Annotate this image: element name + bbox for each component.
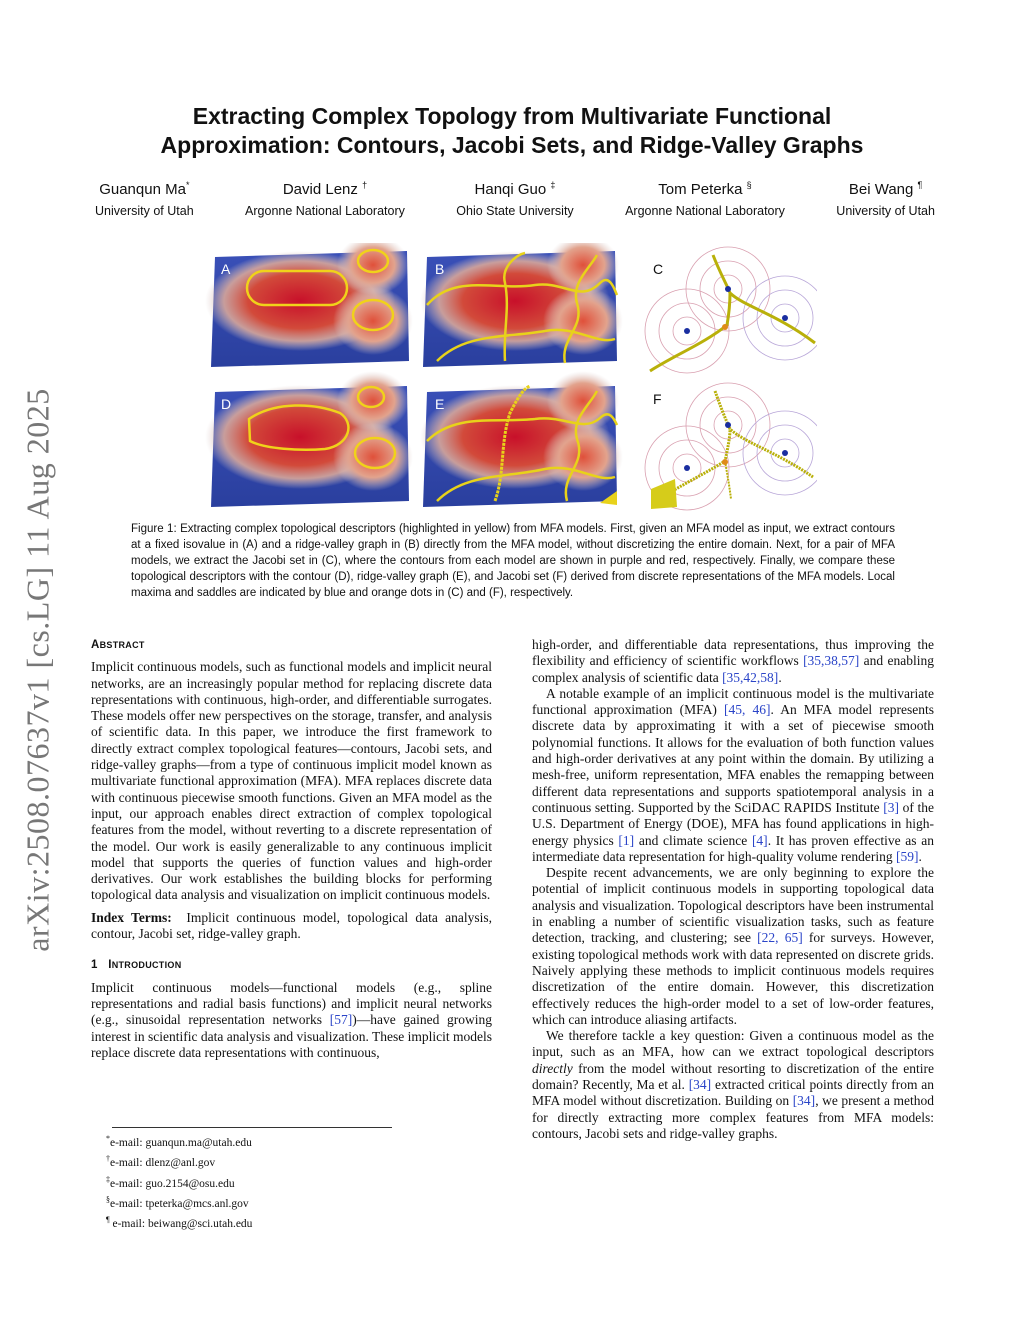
- text-span: . It has proven effective as an intermediate data representation for high-quality volume rendering: [532, 832, 934, 864]
- text-span: extracted critical points directly from an MFA model without discretization. Building on: [532, 1077, 934, 1109]
- heading-rest: NTRODUCTION: [111, 960, 182, 971]
- footnote-rule: [112, 1127, 392, 1128]
- author-name: Guanqun Ma: [99, 181, 186, 198]
- text-span: high-order, and differentiable data representations, thus improving the flexibility and efficiency of scientific workflows: [532, 637, 934, 669]
- citation-link[interactable]: [34]: [792, 1093, 816, 1109]
- text-span: , we present a method for directly extracting more complex features from MFA models: contours, Jacobi sets and ridge-valley graphs.: [532, 1093, 934, 1141]
- footnote-item: [106, 1212, 252, 1232]
- author-affiliation: University of Utah: [95, 204, 194, 218]
- footnote-item: [106, 1151, 252, 1171]
- citation-link[interactable]: [35,42,58]: [722, 669, 779, 685]
- arxiv-identifier: arXiv:2508.07637v1 [cs.LG] 11 Aug 2025: [19, 388, 56, 952]
- figure-graphics: [205, 243, 817, 516]
- abstract-heading: [91, 637, 492, 653]
- author-mark: ¶: [917, 180, 923, 190]
- footnote-item: [106, 1172, 252, 1192]
- left-column: [91, 637, 492, 1061]
- text-span: from the model without resorting to discretization of the entire domain? Recently, Ma et al.: [532, 1060, 934, 1093]
- text-span: . An MFA model represents discrete data by approximating it with a set of piecewise smooth polynomial functions. It allows for the evaluation of both function values and high-order derivatives at any point within the domain. By utilizing a mesh-free, uniform representation, MFA enables the remapping between different data representations and supports spatiotemporal analysis in a continuous setting. Supported by the SciDAC RAPIDS Institute: [532, 702, 934, 815]
- text-span: of the U.S. Department of Energy (DOE), MFA has found applications in high-energy physics: [532, 799, 934, 848]
- footnote-email: e-mail: tpeterka@mcs.anl.gov: [110, 1197, 249, 1210]
- index-terms-label: Index Terms:: [91, 909, 172, 925]
- heading-rest: BSTRACT: [99, 640, 145, 650]
- citation-link[interactable]: [1]: [618, 832, 635, 848]
- author-affiliation: Argonne National Laboratory: [625, 204, 785, 218]
- intro-paragraph-1-cont: [532, 637, 934, 686]
- panel-c-jacobi-set-mfa: [645, 247, 817, 373]
- footnote-mark: ¶: [106, 1215, 110, 1225]
- author-mark: §: [746, 180, 752, 190]
- text-span: and climate science: [634, 832, 752, 848]
- text-span: Despite recent advancements, we are only beginning to explore the potential of implicit continuous models in supporting topological data analysis and visualization. Topological descriptors have been instrumental in enabling a number of scientific visualization tasks, such as feature detection, tracking, and clustering; see: [532, 865, 934, 946]
- author-mark: *: [185, 180, 190, 190]
- intro-paragraph-1: [91, 980, 492, 1061]
- citation-link[interactable]: [3]: [883, 799, 899, 815]
- text-span: .: [778, 669, 782, 685]
- author-5: [836, 176, 935, 220]
- footnote-email: e-mail: beiwang@sci.utah.edu: [109, 1218, 253, 1231]
- footnote-mark: *: [106, 1134, 110, 1143]
- panel-d-contour-discrete: [205, 371, 413, 507]
- author-4: [625, 176, 785, 220]
- footnote-mark: ‡: [106, 1174, 110, 1184]
- panel-b-ridge-valley-mfa: [420, 243, 623, 367]
- footnote-email: e-mail: guanqun.ma@utah.edu: [110, 1136, 252, 1149]
- footnote-mark: §: [106, 1194, 110, 1204]
- author-name: David Lenz: [282, 181, 358, 198]
- intro-heading: [91, 957, 492, 973]
- citation-link[interactable]: [35,38,57]: [803, 653, 860, 669]
- index-terms-text: Implicit continuous model, topological data analysis, contour, Jacobi set, ridge-valley graph.: [91, 909, 492, 942]
- figure-1: [205, 243, 817, 516]
- author-name: Tom Peterka: [658, 181, 743, 198]
- text-span: )—have gained growing interest in scientific data analysis and visualization. These implicit models replace discrete data representations with continuous,: [91, 1012, 492, 1060]
- footnote-mark: †: [106, 1154, 110, 1164]
- panel-label-b: B: [435, 261, 445, 277]
- paper-title: [80, 102, 944, 160]
- text-span: Implicit continuous models—functional models (e.g., spline representations and radial basis functions) and implicit neural networks (e.g., sinusoidal representation networks: [91, 979, 492, 1028]
- arxiv-sidebar-stamp: [14, 370, 62, 970]
- footnote-email: e-mail: dlenz@anl.gov: [110, 1157, 216, 1170]
- author-mark: ‡: [550, 180, 556, 190]
- author-affiliation: Argonne National Laboratory: [245, 204, 405, 218]
- emphasis: directly: [532, 1060, 573, 1076]
- intro-paragraph-4: [532, 1028, 934, 1142]
- heading-initial: I: [108, 959, 112, 972]
- author-name: Bei Wang: [848, 181, 914, 198]
- footnotes: [106, 1131, 252, 1233]
- panel-label-a: A: [221, 261, 231, 277]
- heading-initial: A: [91, 639, 100, 651]
- author-name: Hanqi Guo: [474, 181, 547, 198]
- footnote-item: [106, 1192, 252, 1212]
- index-terms: [91, 910, 492, 943]
- citation-link[interactable]: [4]: [751, 832, 768, 848]
- text-span: for surveys. However, existing topological methods work with data represented on discrete grids. Naively applying these methods to implicit continuous models requires discretization of the entire domain. However, this discretization effectively reduces the high-order model to a set of low-order features, which can introduce aliasing artifacts.: [532, 930, 934, 1027]
- intro-paragraph-2: [532, 686, 934, 865]
- author-list: [95, 176, 935, 220]
- author-affiliation: University of Utah: [836, 204, 935, 218]
- title-line-1: Extracting Complex Topology from Multivariate Functional: [192, 103, 832, 129]
- intro-paragraph-3: [532, 865, 934, 1028]
- panel-f-jacobi-set-discrete: [645, 383, 817, 510]
- panel-a-contour-mfa: [205, 243, 413, 367]
- text-span: .: [918, 848, 922, 864]
- title-line-2: Approximation: Contours, Jacobi Sets, and Ridge-Valley Graphs: [160, 132, 864, 158]
- citation-link[interactable]: [57]: [329, 1012, 353, 1028]
- right-column: [532, 637, 934, 1142]
- panel-e-ridge-valley-discrete: [420, 371, 623, 507]
- footnote-item: [106, 1131, 252, 1151]
- citation-link[interactable]: [22, 65]: [757, 930, 803, 946]
- citation-link[interactable]: [45, 46]: [724, 702, 771, 718]
- abstract-text: Implicit continuous models, such as functional models and implicit neural networks, are an increasingly popular method for replacing discrete data representations with continuous, high-order, and differentiable surrogates. These models offer new perspectives on the storage, transfer, and analysis of scientific data. In this paper, we introduce the first framework to directly extract complex topological features—contours, Jacobi sets, and ridge-valley graphs—from a type of continuous implicit model known as multivariate functional approximation (MFA). MFA replaces discrete data with continuous piecewise smooth functions. Given an MFA model as the input, our approach enables direct extraction of complex topological features from the model, without reverting to a discrete representation of the model. Our work is easily generalizable to any continuous implicit model that supports the queries of function values and high-order derivatives. Our work establishes the building blocks for performing topological data analysis and visualization on implicit continuous models.: [91, 659, 492, 903]
- panel-label-c: C: [653, 261, 664, 277]
- author-1: [95, 176, 194, 220]
- author-mark: †: [362, 180, 368, 190]
- panel-label-f: F: [653, 391, 662, 407]
- panel-label-d: D: [221, 396, 232, 412]
- panel-label-e: E: [435, 396, 445, 412]
- author-2: [245, 176, 405, 220]
- citation-link[interactable]: [59]: [896, 848, 919, 864]
- text-span: A notable example of an implicit continuous model is the multivariate functional approximation (MFA): [532, 685, 934, 718]
- author-3: [456, 176, 573, 220]
- section-number: 1: [91, 959, 98, 972]
- text-span: We therefore tackle a key question: Given a continuous model as the input, such as an MFA, how can we extract topological descriptors: [532, 1028, 934, 1060]
- citation-link[interactable]: [34]: [688, 1077, 712, 1093]
- footnote-email: e-mail: guo.2154@osu.edu: [110, 1177, 235, 1190]
- figure-caption: Figure 1: Extracting complex topological descriptors (highlighted in yellow) from MFA models. First, given an MFA model as input, we extract contours at a fixed isovalue in (A) and a ridge-valley graph in (B) directly from the MFA model, without discretizing the entire domain. Next, for a pair of MFA models, we extract the Jacobi set in (C), where the contours from each model are shown in purple and red, respectively. Finally, we compare these topological descriptors with the contour (D), ridge-valley graph (E), and Jacobi set (F) derived from discrete representations of the MFA models. Local maxima and saddles are indicated by blue and orange dots in (C) and (F), respectively.: [131, 523, 895, 599]
- text-span: and enabling complex analysis of scientific data: [532, 653, 935, 685]
- author-affiliation: Ohio State University: [456, 204, 574, 218]
